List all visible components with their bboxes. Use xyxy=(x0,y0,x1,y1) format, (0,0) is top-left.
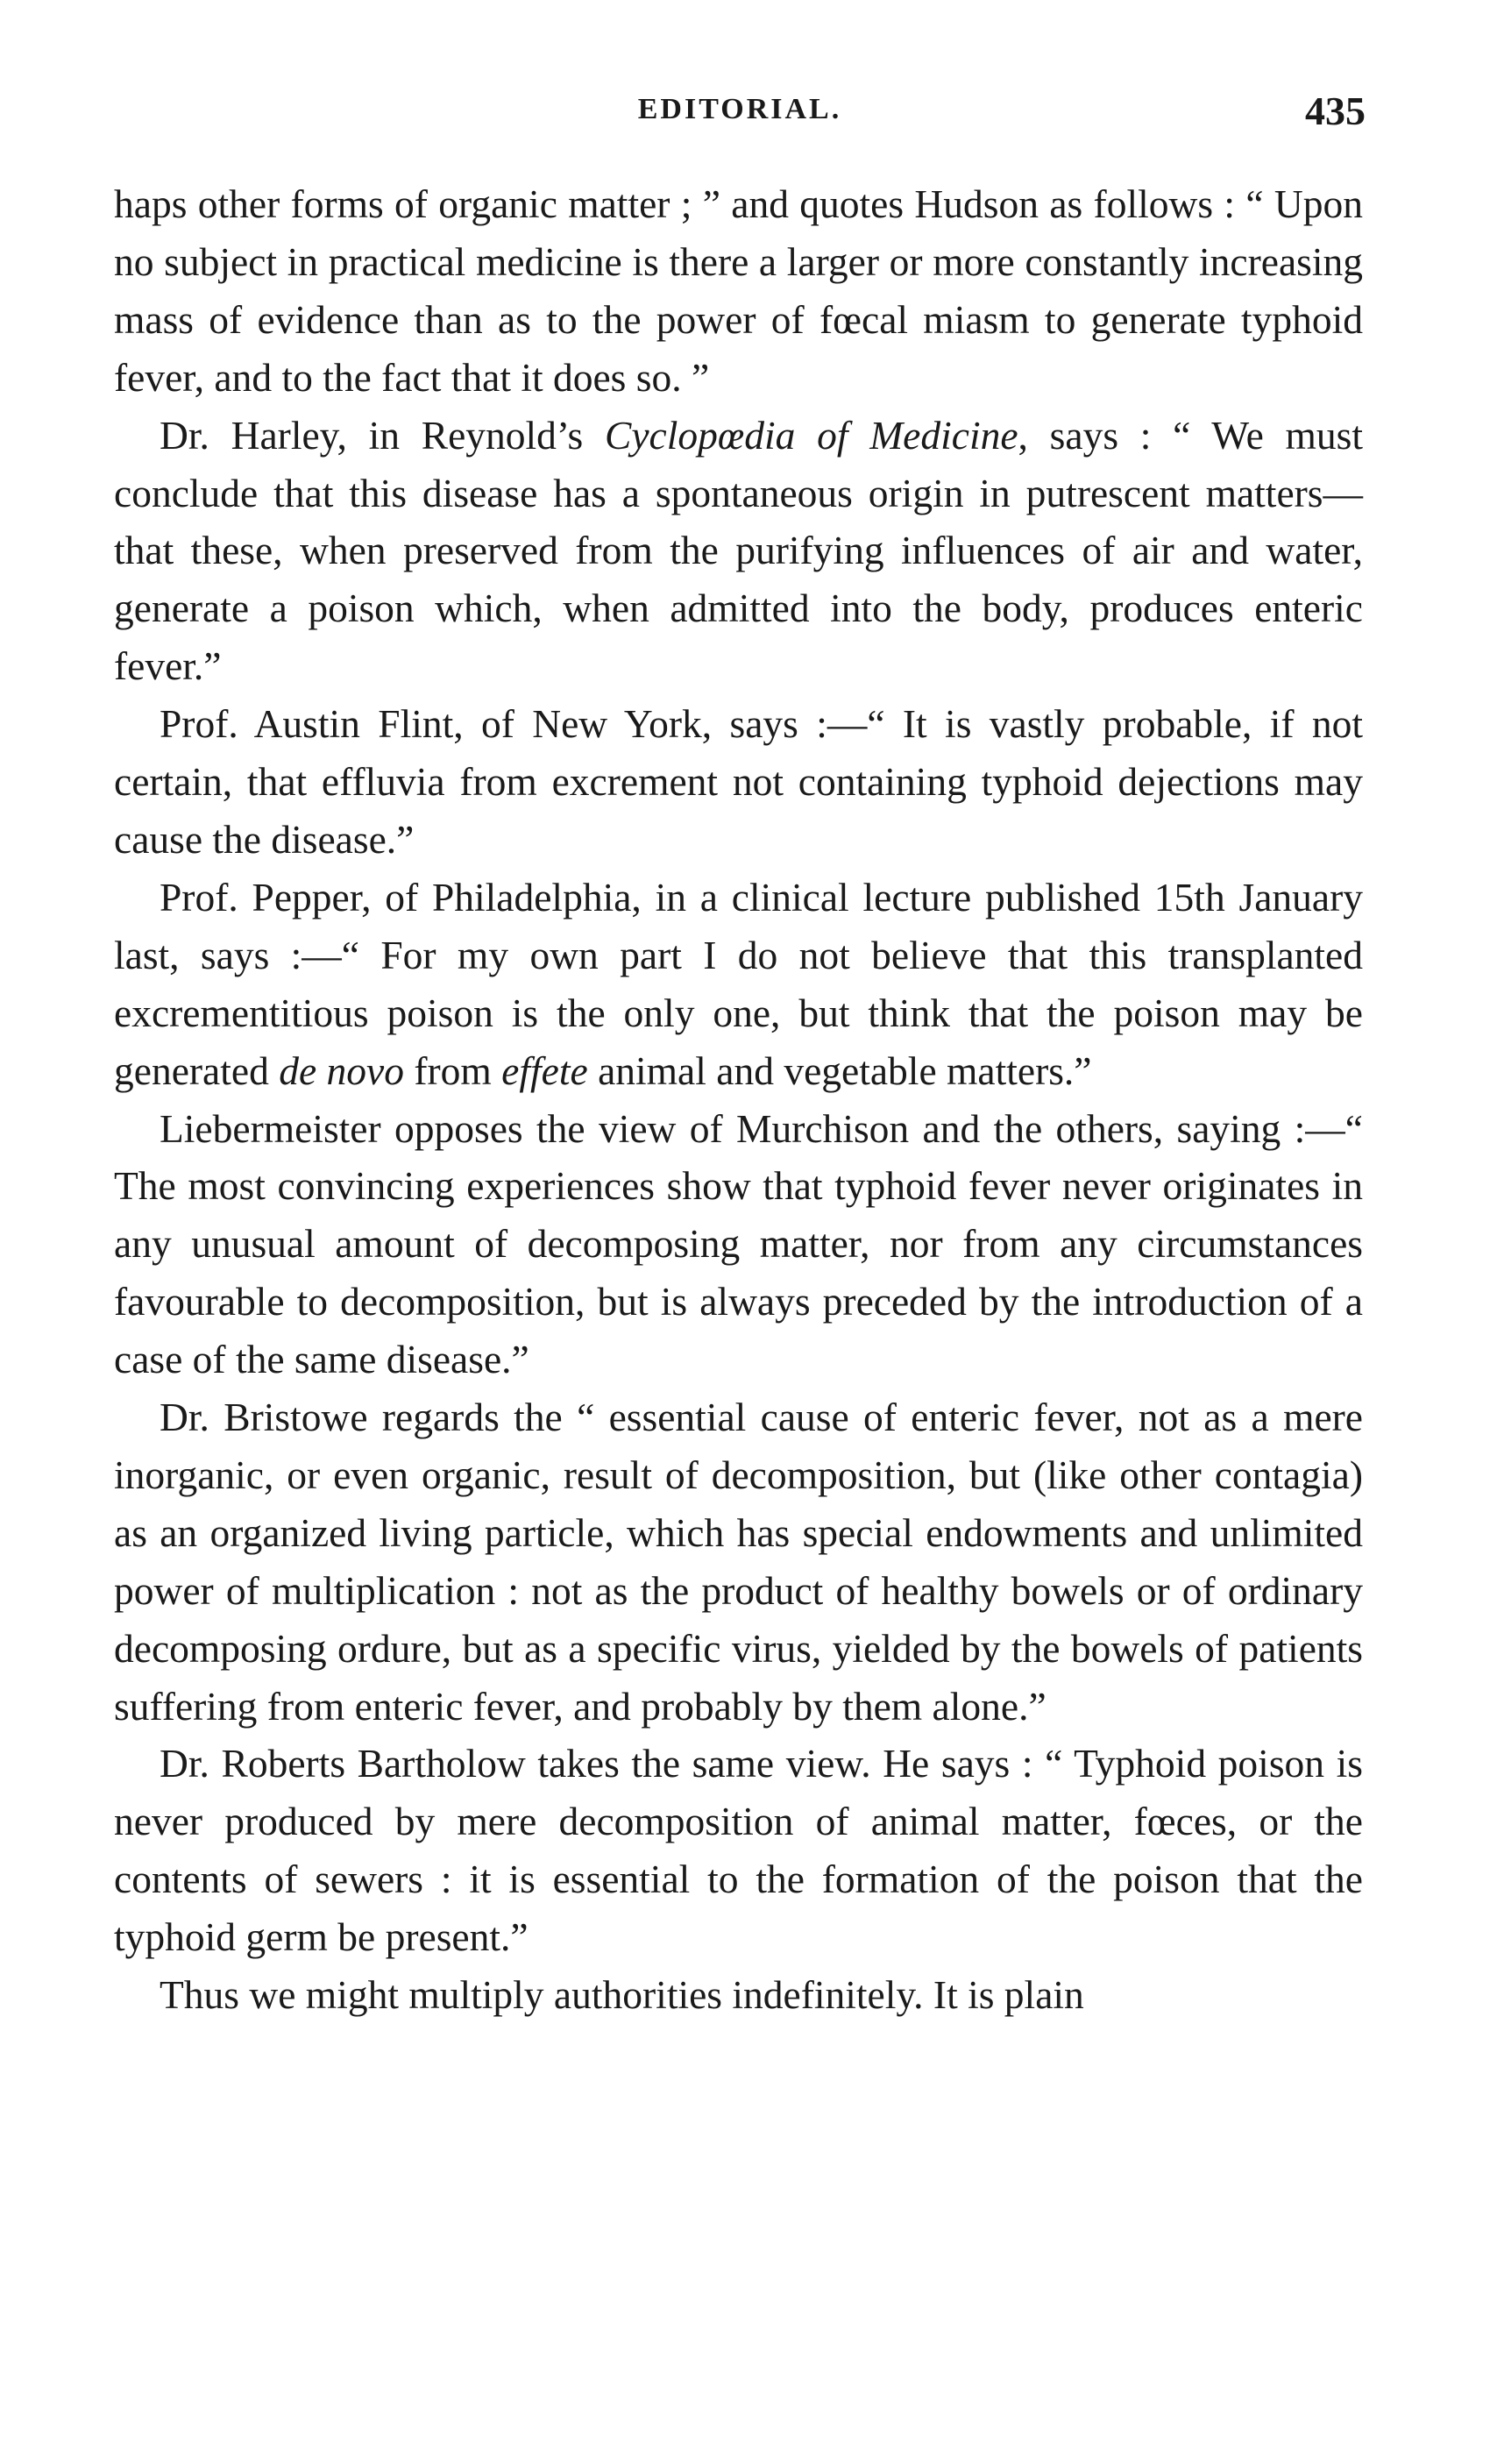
pepper-text-start: Prof. Pepper, of Philadelphia, in a clinical lecture published 15th January last, says :—“ For my own part I do not believe that this transplanted excrementitious poison is the only one, but think that the poison may be generated xyxy=(114,874,1363,1093)
paragraph-bartholow: Dr. Roberts Bartholow takes the same view. He says : “ Typhoid poison is never produced by mere decomposition of animal matter, fœces, or the contents of sewers : it is essential to the formation of the poison that the typhoid germ be present.” xyxy=(114,1741,1363,1960)
paragraph-bristowe: Dr. Bristowe regards the “ essential cause of enteric fever, not as a mere inorganic, or even organic, result of decomposition, but (like other contagia) as an organized living particle, which has special endowments and unlimited power of multiplication : not as the product of healthy bowels or of ordinary decomposing ordure, but as a specific virus, yielded by the bowels of patients suffering from enteric fever, and probably by them alone.” xyxy=(114,1395,1363,1729)
harley-text-space xyxy=(795,413,817,458)
pepper-italic-de-novo: de novo xyxy=(279,1047,404,1093)
body-text xyxy=(114,175,1363,2024)
running-head xyxy=(114,88,1366,140)
paragraph-hudson-quote: haps other forms of organic matter ; ” and quotes Hudson as follows : “ Upon no subject in practical medicine is there a larger or more constantly increasing mass of evidence than as to the power of fœcal miasm to generate typhoid fever, and to the fact that it does so. ” xyxy=(114,181,1363,400)
harley-text-end: , says : “ We must conclude that this disease has a spontaneous origin in putrescent matters—that these, when preserved from the purifying influences of air and water, generate a poison which, when admitted into the body, produces enteric fever.” xyxy=(114,412,1364,689)
page-number: 435 xyxy=(1305,89,1366,133)
paragraph-closing: Thus we might multiply authorities indefinitely. It is plain xyxy=(160,1972,1084,2018)
paragraph-pepper xyxy=(114,869,1363,1100)
pepper-text-mid: from xyxy=(403,1047,502,1093)
pepper-text-end: animal and vegetable matters.” xyxy=(587,1047,1092,1093)
harley-text-start: Dr. Harley, in Reynold’s xyxy=(160,412,605,458)
paragraph-liebermeister: Liebermeister opposes the view of Murchison and the others, saying :—“ The most convincing experiences show that typhoid fever never originates in any unusual amount of decomposing matter, nor from any circumstances favourable to decomposition, but is always preceded by the introduction of a case of the same disease.” xyxy=(114,1105,1363,1382)
pepper-italic-effete: effete xyxy=(501,1047,588,1093)
paragraph-harley xyxy=(114,407,1363,696)
harley-title-italic-1: Cyclopœdia xyxy=(605,412,796,458)
paragraph-flint: Prof. Austin Flint, of New York, says :—“ It is vastly probable, if not certain, that effluvia from excrement not containing typhoid dejections may cause the disease.” xyxy=(114,701,1363,862)
running-title: EDITORIAL. xyxy=(637,93,842,125)
harley-title-italic-2: of Medicine xyxy=(817,412,1018,458)
